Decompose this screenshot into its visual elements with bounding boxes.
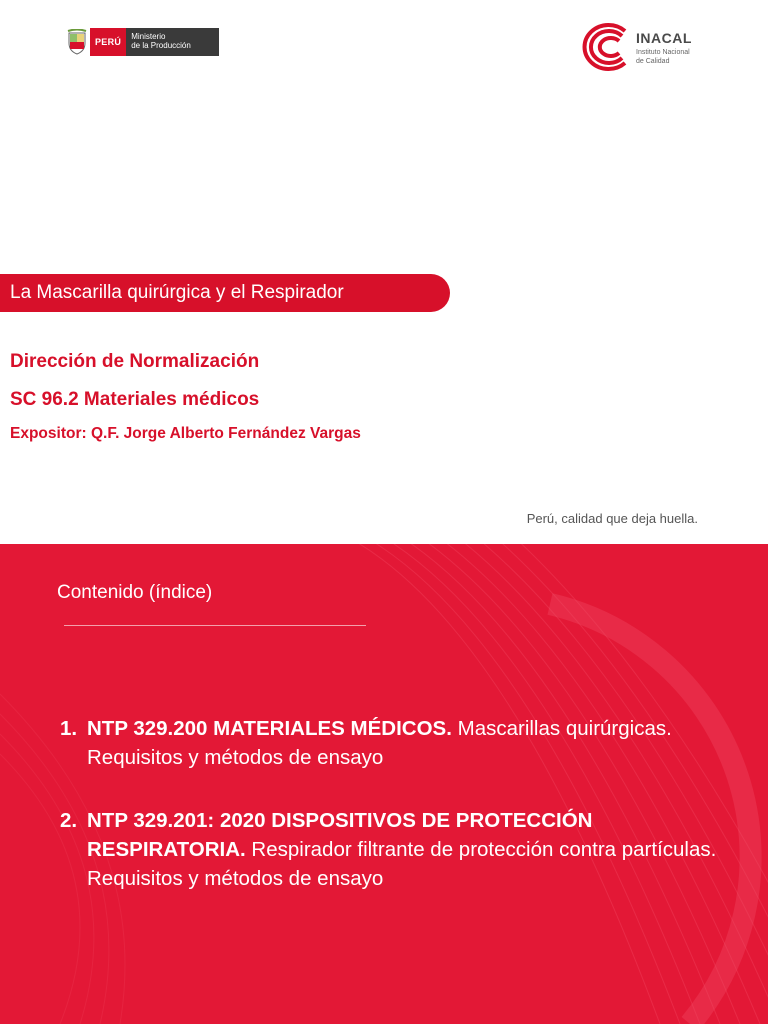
inacal-name: INACAL	[636, 30, 692, 46]
subcommittee-text: SC 96.2 Materiales médicos	[10, 389, 260, 410]
speaker-text: Expositor: Q.F. Jorge Alberto Fernández Vargas	[10, 425, 361, 442]
toc-item-2	[60, 806, 720, 893]
contents-heading: Contenido (índice)	[57, 582, 213, 603]
toc-text: NTP 329.201: 2020 DISPOSITIVOS DE PROTECCIÓN RESPIRATORIA. Respirador filtrante de protección contra partículas. Requisitos y métodos de ensayo	[87, 809, 717, 890]
toc-text: NTP 329.200 MATERIALES MÉDICOS. Mascarillas quirúrgicas. Requisitos y métodos de ensayo	[87, 717, 672, 769]
contents-slide	[0, 544, 768, 1024]
tagline: Perú, calidad que deja huella.	[526, 511, 698, 526]
inacal-subtitle: Instituto Nacional de Calidad	[636, 49, 690, 65]
direction-text: Dirección de Normalización	[10, 351, 260, 372]
wave-pattern-background	[0, 544, 768, 1024]
title-banner	[0, 274, 450, 312]
toc-number: 2.	[60, 809, 78, 832]
toc-number: 1.	[60, 717, 78, 740]
ministry-label: Ministerio de la Producción	[126, 28, 219, 56]
heading-divider	[64, 625, 366, 626]
toc-item-1	[60, 714, 720, 772]
inacal-mark-icon	[570, 22, 632, 72]
coat-of-arms-icon	[64, 28, 90, 56]
peru-label: PERÚ	[90, 28, 126, 56]
presentation-title: La Mascarilla quirúrgica y el Respirador	[10, 282, 344, 303]
inacal-logo	[570, 22, 740, 72]
gov-logo	[64, 28, 219, 56]
